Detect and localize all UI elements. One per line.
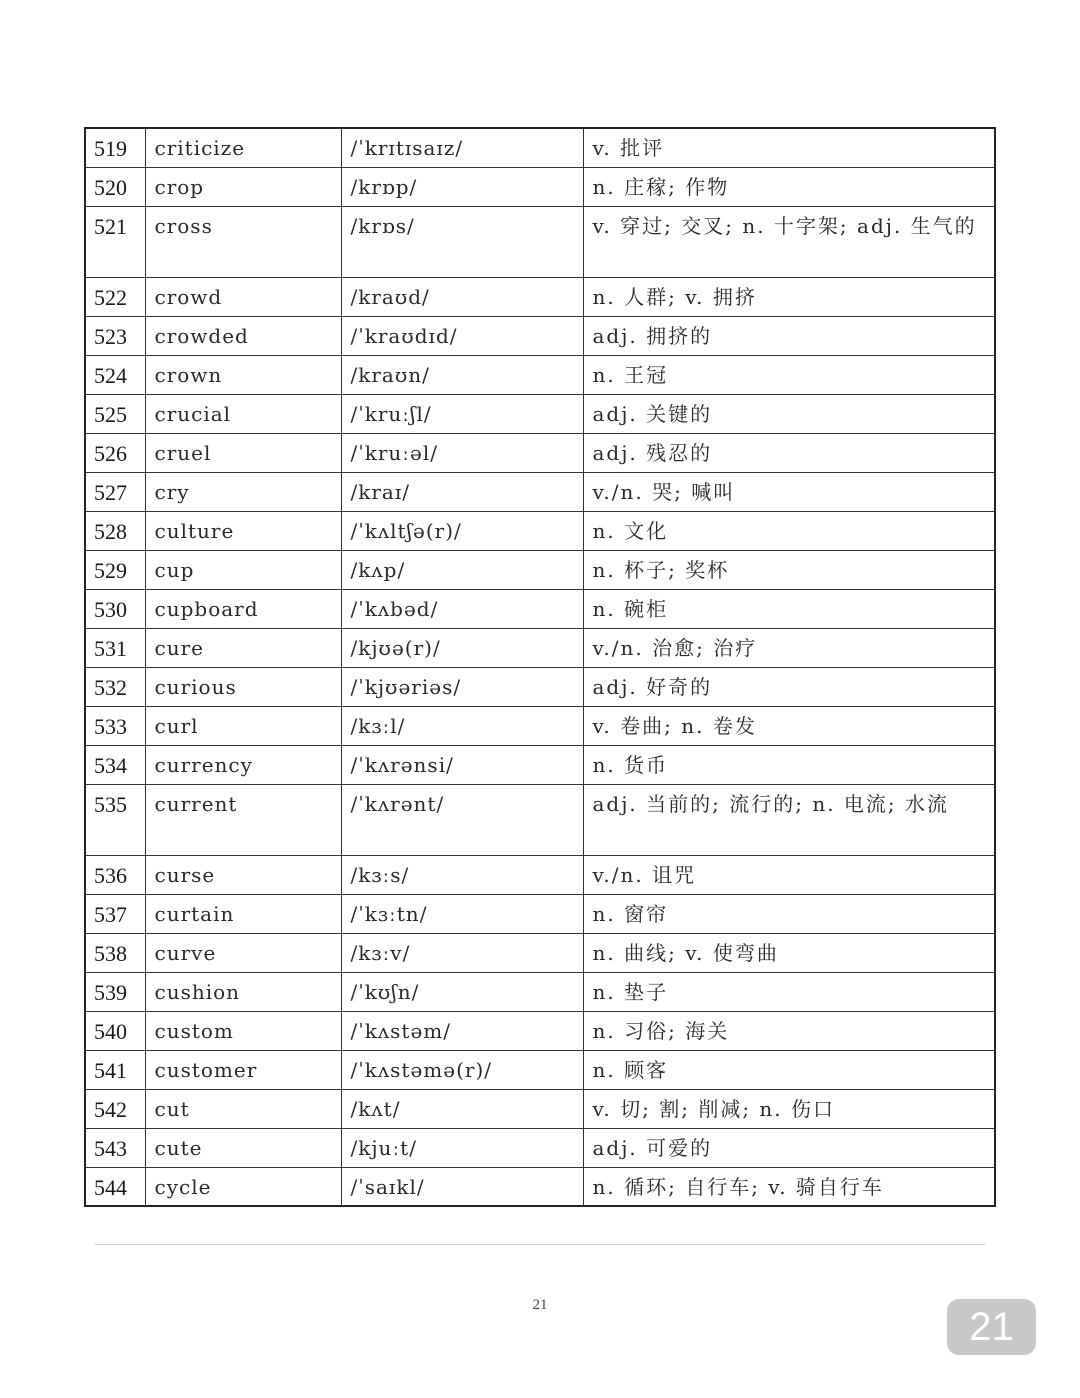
entry-definition: v. 切; 割; 削减; n. 伤口 (583, 1089, 995, 1128)
entry-definition: adj. 关键的 (583, 394, 995, 433)
entry-definition: adj. 拥挤的 (583, 316, 995, 355)
entry-word: cut (145, 1089, 341, 1128)
entry-phonetic: /kraɪ/ (341, 472, 583, 511)
entry-number: 522 (85, 277, 145, 316)
entry-number: 526 (85, 433, 145, 472)
entry-phonetic: /kɜːv/ (341, 933, 583, 972)
entry-definition: n. 货币 (583, 745, 995, 784)
entry-phonetic: /ˈkrɪtɪsaɪz/ (341, 128, 583, 167)
table-row (85, 589, 995, 628)
entry-word: cure (145, 628, 341, 667)
table-row (85, 128, 995, 167)
entry-number: 521 (85, 206, 145, 277)
entry-word: cry (145, 472, 341, 511)
table-row (85, 472, 995, 511)
table-row (85, 933, 995, 972)
entry-phonetic: /krɒs/ (341, 206, 583, 277)
entry-definition: v. 穿过; 交叉; n. 十字架; adj. 生气的 (583, 206, 995, 277)
entry-word: cup (145, 550, 341, 589)
entry-definition: n. 顾客 (583, 1050, 995, 1089)
entry-definition: adj. 好奇的 (583, 667, 995, 706)
table-row (85, 855, 995, 894)
entry-definition: v. 卷曲; n. 卷发 (583, 706, 995, 745)
entry-phonetic: /kraʊd/ (341, 277, 583, 316)
entry-number: 541 (85, 1050, 145, 1089)
entry-number: 543 (85, 1128, 145, 1167)
entry-word: curve (145, 933, 341, 972)
entry-word: customer (145, 1050, 341, 1089)
entry-word: custom (145, 1011, 341, 1050)
entry-phonetic: /krɒp/ (341, 167, 583, 206)
entry-number: 538 (85, 933, 145, 972)
entry-definition: n. 杯子; 奖杯 (583, 550, 995, 589)
entry-phonetic: /ˈkʌbəd/ (341, 589, 583, 628)
table-row (85, 1128, 995, 1167)
entry-number: 527 (85, 472, 145, 511)
entry-phonetic: /ˈkruːʃl/ (341, 394, 583, 433)
entry-definition: n. 文化 (583, 511, 995, 550)
entry-definition: v./n. 哭; 喊叫 (583, 472, 995, 511)
table-row (85, 706, 995, 745)
entry-word: curtain (145, 894, 341, 933)
entry-word: curious (145, 667, 341, 706)
entry-word: cruel (145, 433, 341, 472)
table-row (85, 894, 995, 933)
entry-number: 536 (85, 855, 145, 894)
table-row (85, 277, 995, 316)
table-row (85, 628, 995, 667)
entry-phonetic: /ˈkʌrənsi/ (341, 745, 583, 784)
table-row (85, 784, 995, 855)
entry-word: cupboard (145, 589, 341, 628)
entry-phonetic: /kɜːl/ (341, 706, 583, 745)
entry-word: curl (145, 706, 341, 745)
table-row (85, 316, 995, 355)
entry-number: 533 (85, 706, 145, 745)
entry-word: currency (145, 745, 341, 784)
table-row (85, 394, 995, 433)
entry-definition: n. 王冠 (583, 355, 995, 394)
entry-phonetic: /kʌp/ (341, 550, 583, 589)
entry-phonetic: /ˈkjʊəriəs/ (341, 667, 583, 706)
page-number: 21 (532, 1297, 548, 1313)
table-row (85, 745, 995, 784)
entry-number: 520 (85, 167, 145, 206)
table-row (85, 355, 995, 394)
table-row (85, 550, 995, 589)
entry-definition: n. 窗帘 (583, 894, 995, 933)
table-row (85, 1050, 995, 1089)
entry-number: 529 (85, 550, 145, 589)
entry-number: 540 (85, 1011, 145, 1050)
entry-word: crucial (145, 394, 341, 433)
entry-phonetic: /ˈkʊʃn/ (341, 972, 583, 1011)
entry-phonetic: /kjʊə(r)/ (341, 628, 583, 667)
entry-definition: v./n. 治愈; 治疗 (583, 628, 995, 667)
entry-word: crown (145, 355, 341, 394)
entry-number: 530 (85, 589, 145, 628)
entry-definition: n. 循环; 自行车; v. 骑自行车 (583, 1167, 995, 1206)
table-row (85, 167, 995, 206)
table-row (85, 1089, 995, 1128)
entry-word: crop (145, 167, 341, 206)
entry-phonetic: /kɜːs/ (341, 855, 583, 894)
entry-number: 531 (85, 628, 145, 667)
entry-phonetic: /ˈkɜːtn/ (341, 894, 583, 933)
entry-definition: n. 碗柜 (583, 589, 995, 628)
entry-phonetic: /ˈkʌstəm/ (341, 1011, 583, 1050)
entry-phonetic: /ˈkʌltʃə(r)/ (341, 511, 583, 550)
entry-word: cross (145, 206, 341, 277)
entry-number: 528 (85, 511, 145, 550)
entry-definition: n. 垫子 (583, 972, 995, 1011)
entry-phonetic: /ˈkraʊdɪd/ (341, 316, 583, 355)
entry-number: 534 (85, 745, 145, 784)
entry-definition: n. 庄稼; 作物 (583, 167, 995, 206)
entry-definition: adj. 残忍的 (583, 433, 995, 472)
entry-word: criticize (145, 128, 341, 167)
entry-number: 542 (85, 1089, 145, 1128)
entry-number: 524 (85, 355, 145, 394)
entry-phonetic: /kjuːt/ (341, 1128, 583, 1167)
entry-word: cute (145, 1128, 341, 1167)
vocabulary-table-body (85, 128, 995, 1206)
entry-definition: n. 曲线; v. 使弯曲 (583, 933, 995, 972)
entry-phonetic: /ˈkʌrənt/ (341, 784, 583, 855)
entry-phonetic: /ˈsaɪkl/ (341, 1167, 583, 1206)
entry-number: 537 (85, 894, 145, 933)
entry-phonetic: /kʌt/ (341, 1089, 583, 1128)
table-row (85, 1167, 995, 1206)
entry-word: cycle (145, 1167, 341, 1206)
entry-definition: n. 人群; v. 拥挤 (583, 277, 995, 316)
entry-number: 523 (85, 316, 145, 355)
entry-word: crowd (145, 277, 341, 316)
table-row (85, 667, 995, 706)
entry-number: 532 (85, 667, 145, 706)
vocabulary-table (84, 127, 996, 1207)
table-row (85, 433, 995, 472)
entry-number: 535 (85, 784, 145, 855)
footer-divider (94, 1244, 986, 1245)
entry-number: 525 (85, 394, 145, 433)
entry-phonetic: /kraʊn/ (341, 355, 583, 394)
entry-word: curse (145, 855, 341, 894)
entry-definition: v. 批评 (583, 128, 995, 167)
entry-phonetic: /ˈkʌstəmə(r)/ (341, 1050, 583, 1089)
entry-number: 519 (85, 128, 145, 167)
entry-word: crowded (145, 316, 341, 355)
table-row (85, 1011, 995, 1050)
entry-definition: n. 习俗; 海关 (583, 1011, 995, 1050)
table-row (85, 972, 995, 1011)
entry-definition: adj. 可爱的 (583, 1128, 995, 1167)
table-row (85, 206, 995, 277)
entry-word: cushion (145, 972, 341, 1011)
entry-definition: v./n. 诅咒 (583, 855, 995, 894)
page-number-badge: 21 (947, 1299, 1036, 1355)
entry-number: 539 (85, 972, 145, 1011)
entry-number: 544 (85, 1167, 145, 1206)
entry-definition: adj. 当前的; 流行的; n. 电流; 水流 (583, 784, 995, 855)
entry-phonetic: /ˈkruːəl/ (341, 433, 583, 472)
entry-word: current (145, 784, 341, 855)
table-row (85, 511, 995, 550)
entry-word: culture (145, 511, 341, 550)
